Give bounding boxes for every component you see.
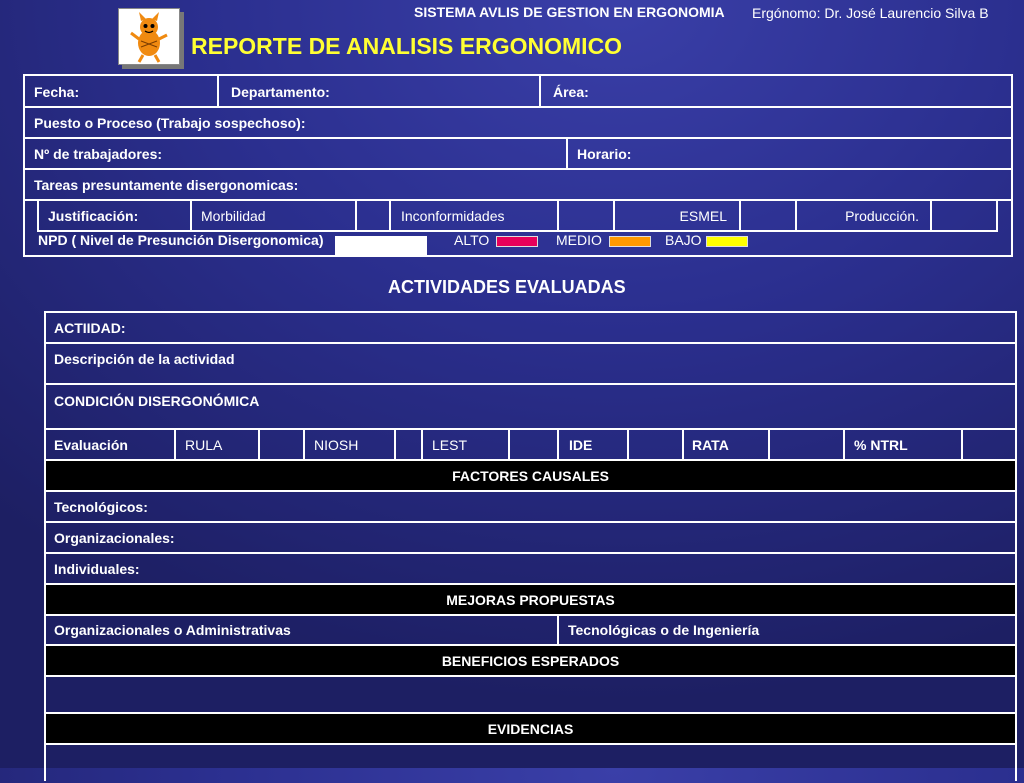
morbidity-cell [192,201,357,230]
organizational-label: Organizacionales: [54,530,175,546]
niosh-cell [305,430,396,459]
condition-label: CONDICIÓN DISERGONÓMICA [54,393,260,409]
evidence-row[interactable] [46,745,1015,783]
rata-label: RATA [692,437,729,453]
department-field[interactable] [219,76,541,106]
ntrl-input[interactable] [963,430,1015,459]
morbidity-label: Morbilidad [201,208,266,224]
description-label: Descripción de la actividad [54,351,235,367]
date-dept-area-row [25,76,1011,108]
activity-label: ACTIIDAD: [54,320,126,336]
ntrl-cell [845,430,963,459]
org-admin-label: Organizacionales o Administrativas [54,622,291,638]
lest-label: LEST [432,437,468,453]
system-name: SISTEMA AVLIS DE GESTION EN ERGONOMIA [414,4,725,20]
causal-factors-label: FACTORES CAUSALES [452,468,609,484]
date-field[interactable] [25,76,219,106]
date-label: Fecha: [34,84,80,100]
organizational-row[interactable] [46,523,1015,554]
medio-label: MEDIO [556,232,602,248]
org-admin-field[interactable] [46,616,559,644]
benefits-header [46,646,1015,677]
bajo-label: BAJO [665,232,702,248]
production-label: Producción. [845,208,919,224]
morbidity-input[interactable] [357,201,391,230]
tasks-row[interactable] [25,170,1011,201]
schedule-label: Horario: [577,146,632,162]
ide-label: IDE [569,437,593,453]
esmel-cell [615,201,741,230]
position-label: Puesto o Proceso (Trabajo sospechoso): [34,115,306,131]
technological-label: Tecnológicos: [54,499,148,515]
evaluation-cell [46,430,176,459]
tech-eng-label: Tecnológicas o de Ingeniería [568,622,760,638]
ntrl-label: % NTRL [854,437,908,453]
workers-schedule-row [25,139,1011,170]
alto-label: ALTO [454,232,490,248]
niosh-input[interactable] [396,430,423,459]
improvement-types-row [46,616,1015,646]
lest-input[interactable] [510,430,559,459]
improvements-label: MEJORAS PROPUESTAS [446,592,615,608]
medio-swatch [609,236,651,247]
causal-factors-header [46,461,1015,492]
justification-row [37,201,998,232]
improvements-header [46,585,1015,616]
lest-cell [423,430,510,459]
rata-cell [684,430,770,459]
production-input[interactable] [932,201,998,230]
workers-field[interactable] [25,139,568,168]
tech-eng-field[interactable] [559,616,1015,644]
report-title: REPORTE DE ANALISIS ERGONOMICO [191,33,623,59]
niosh-label: NIOSH [314,437,359,453]
department-label: Departamento: [231,84,330,100]
npd-input[interactable] [335,236,427,256]
ergonomist-name: Ergónomo: Dr. José Laurencio Silva B [752,5,989,21]
rula-label: RULA [185,437,223,453]
individual-label: Individuales: [54,561,140,577]
esmel-input[interactable] [741,201,797,230]
section-title: ACTIVIDADES EVALUADAS [388,277,626,297]
nonconformities-input[interactable] [559,201,615,230]
evaluation-row [46,430,1015,461]
rula-cell [176,430,260,459]
general-info-form [23,74,1013,257]
benefits-row[interactable] [46,677,1015,714]
individual-row[interactable] [46,554,1015,585]
nonconformities-label: Inconformidades [401,208,505,224]
rata-input[interactable] [770,430,845,459]
nonconformities-cell [391,201,559,230]
description-row[interactable] [46,344,1015,385]
area-field[interactable] [541,76,1011,106]
bajo-swatch [706,236,748,247]
evidence-label: EVIDENCIAS [487,721,574,737]
justification-cell [39,201,192,230]
justification-label: Justificación: [48,208,139,224]
ide-cell [559,430,629,459]
npd-label: NPD ( Nivel de Presunción Disergonomica) [38,232,324,248]
area-label: Área: [553,84,589,100]
technological-row[interactable] [46,492,1015,523]
activity-row[interactable] [46,313,1015,344]
condition-row[interactable] [46,385,1015,430]
alto-swatch [496,236,538,247]
production-cell [797,201,932,230]
rula-input[interactable] [260,430,305,459]
schedule-field[interactable] [568,139,1011,168]
evaluation-label: Evaluación [54,437,128,453]
benefits-label: BENEFICIOS ESPERADOS [441,653,620,669]
cat-logo-icon [118,8,180,65]
position-row[interactable] [25,108,1011,139]
evidence-header [46,714,1015,745]
ide-input[interactable] [629,430,684,459]
activities-form [44,311,1017,781]
esmel-label: ESMEL [679,208,727,224]
workers-label: Nº de trabajadores: [34,146,163,162]
tasks-label: Tareas presuntamente disergonomicas: [34,177,299,193]
